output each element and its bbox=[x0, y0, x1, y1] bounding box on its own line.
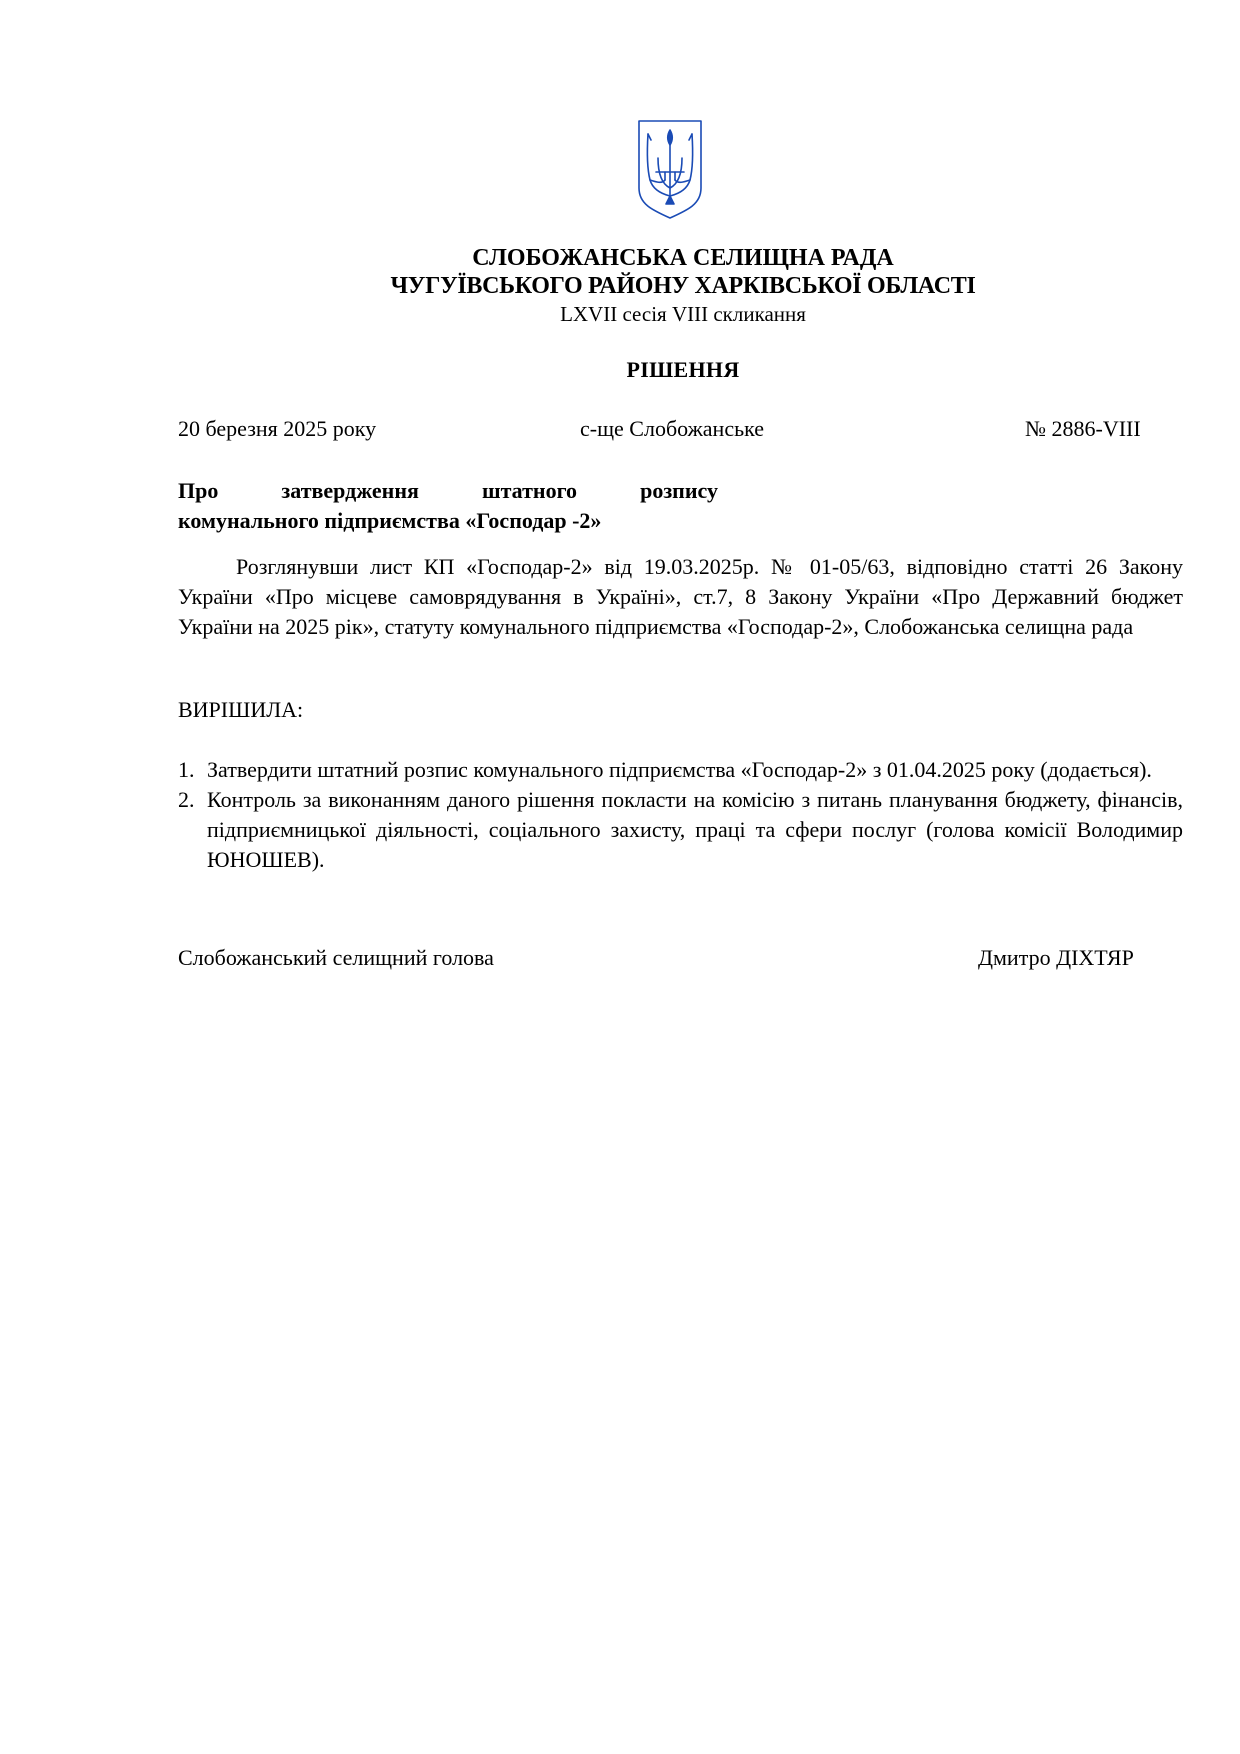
document-title: РІШЕННЯ bbox=[626, 357, 740, 382]
council-header bbox=[0, 244, 1240, 328]
decision-number: № 2886-VIII bbox=[1025, 416, 1141, 441]
decision-subject bbox=[178, 476, 718, 536]
item-number: 1. bbox=[178, 757, 195, 782]
signatory-name: Дмитро ДІХТЯР bbox=[978, 945, 1134, 970]
decision-place: с-ще Слобожанське bbox=[580, 416, 765, 441]
preamble-paragraph: Розглянувши лист КП «Господар-2» від 19.03.2025р. № 01-05/63, відповідно статті 26 Закону України «Про місцеве самоврядування в Україні», ст.7, 8 Закону України «Про Державний бюджет України на 2025 рік», статуту комунального підприємства «Господар-2», Слобожанська селищна рада bbox=[178, 554, 1183, 639]
signatory-role: Слобожанський селищний голова bbox=[178, 945, 494, 970]
subject-line-1: Про затвердження штатного розпису bbox=[178, 478, 718, 503]
district-name: ЧУГУЇВСЬКОГО РАЙОНУ ХАРКІВСЬКОЇ ОБЛАСТІ bbox=[390, 273, 976, 299]
decision-date: 20 березня 2025 року bbox=[178, 416, 377, 441]
session-label: LXVII сесія VIII скликання bbox=[560, 302, 806, 326]
decision-items-list bbox=[178, 755, 1183, 875]
item-number: 2. bbox=[178, 787, 195, 812]
tryzub-coat-of-arms-icon bbox=[636, 118, 704, 220]
subject-line-2: комунального підприємства «Господар -2» bbox=[178, 508, 602, 533]
resolved-heading: ВИРІШИЛА: bbox=[178, 697, 304, 722]
item-text: Затвердити штатний розпис комунального підприємства «Господар-2» з 01.04.2025 року (додається). bbox=[207, 757, 1152, 782]
council-name: СЛОБОЖАНСЬКА СЕЛИЩНА РАДА bbox=[472, 245, 894, 271]
list-item bbox=[178, 785, 1183, 875]
item-text: Контроль за виконанням даного рішення покласти на комісію з питань планування бюджету, фінансів, підприємницької діяльності, соціального захисту, праці та сфери послуг (голова комісії Володимир ЮНОШЕВ). bbox=[207, 787, 1183, 872]
list-item bbox=[178, 755, 1183, 785]
